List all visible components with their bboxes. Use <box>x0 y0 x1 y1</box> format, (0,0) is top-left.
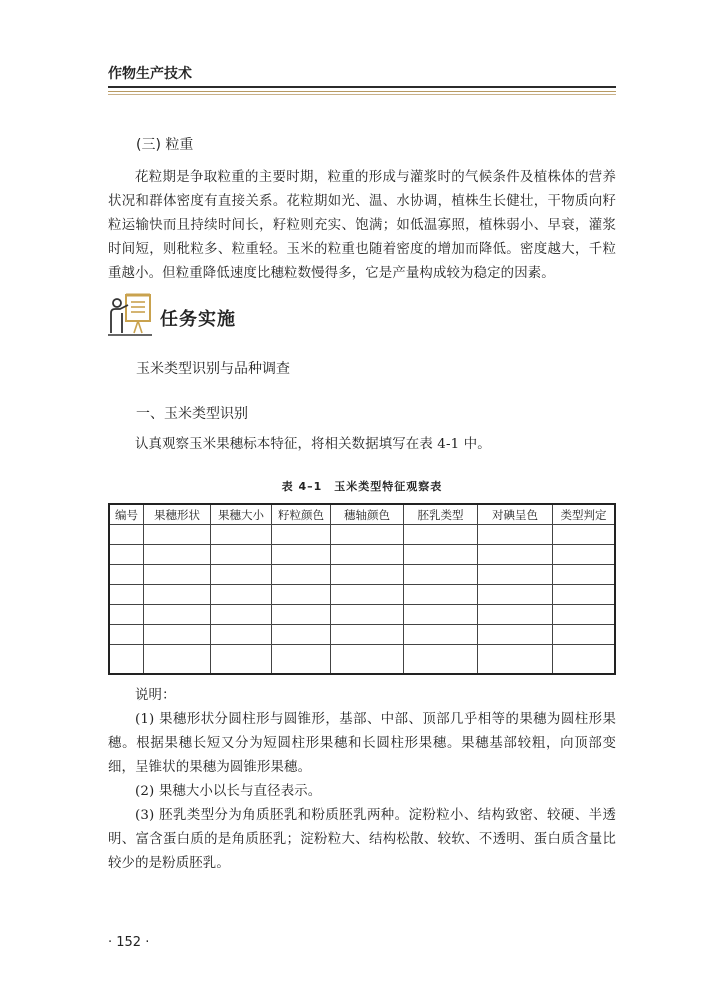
teacher-board-icon <box>108 291 154 337</box>
column-header: 编号 <box>109 504 144 525</box>
note-item: (2) 果穗大小以长与直径表示。 <box>135 784 322 799</box>
column-header: 胚乳类型 <box>404 504 478 525</box>
column-header: 果穗形状 <box>144 504 211 525</box>
table-caption: 表 4–1 玉米类型特征观察表 <box>281 480 443 493</box>
part-heading: 一、玉米类型识别 <box>136 406 248 422</box>
page-number: · 152 · <box>108 935 150 950</box>
table-header-row <box>109 504 615 525</box>
table-row <box>109 544 615 564</box>
table-body <box>109 525 615 675</box>
notes-label: 说明： <box>135 688 176 703</box>
header-title: 作物生产技术 <box>108 66 192 82</box>
table-row <box>109 525 615 545</box>
note-item: (3) 胚乳类型分为角质胚乳和粉质胚乳两种。淀粉粒小、结构致密、较硬、半透明、富含蛋白质的是角质胚乳；淀粉粒大、结构松散、较软、不透明、蛋白质含量比较少的是粉质胚乳。 <box>108 808 616 871</box>
column-header: 果穗大小 <box>211 504 272 525</box>
column-header: 籽粒颜色 <box>272 504 331 525</box>
table-row <box>109 584 615 604</box>
column-header: 对碘呈色 <box>478 504 553 525</box>
header-rule-gold <box>108 91 616 92</box>
section-paragraph <box>108 166 616 286</box>
notes-section <box>108 684 616 876</box>
table-row <box>109 624 615 644</box>
note-item: (1) 果穗形状分圆柱形与圆锥形，基部、中部、顶部几乎相等的果穗为圆柱形果穗。根据果穗长短又分为短圆柱形果穗和长圆柱形果穗。果穗基部较粗，向顶部变细，呈锥状的果穗为圆锥形果穗。 <box>108 712 616 775</box>
intro-text: 认真观察玉米果穗标本特征，将相关数据填写在表 4-1 中。 <box>135 437 491 452</box>
table-row <box>109 604 615 624</box>
table-row <box>109 644 615 674</box>
task-title: 任务实施 <box>160 309 236 330</box>
header-rule-gold-2 <box>108 94 616 95</box>
paragraph-text: 花粒期是争取粒重的主要时期，粒重的形成与灌浆时的气候条件及植株体的营养状况和群体密度有直接关系。花粒期如光、温、水协调，植株生长健壮，干物质向籽粒运输快而且持续时间长，籽粒则充实、饱满；如低温寡照，植株弱小、早衰，灌浆时间短，则秕粒多、粒重轻。玉米的粒重也随着密度的增加而降低。密度越大，千粒重越小。但粒重降低速度比穗粒数慢得多，它是产量构成较为稳定的因素。 <box>108 170 616 281</box>
header-rule <box>108 86 616 88</box>
intro-paragraph <box>108 433 616 457</box>
column-header: 穗轴颜色 <box>331 504 404 525</box>
observation-table <box>108 503 616 675</box>
table-row <box>109 564 615 584</box>
column-header: 类型判定 <box>553 504 616 525</box>
section-heading: (三) 粒重 <box>136 137 194 153</box>
task-subtitle: 玉米类型识别与品种调查 <box>136 361 290 377</box>
